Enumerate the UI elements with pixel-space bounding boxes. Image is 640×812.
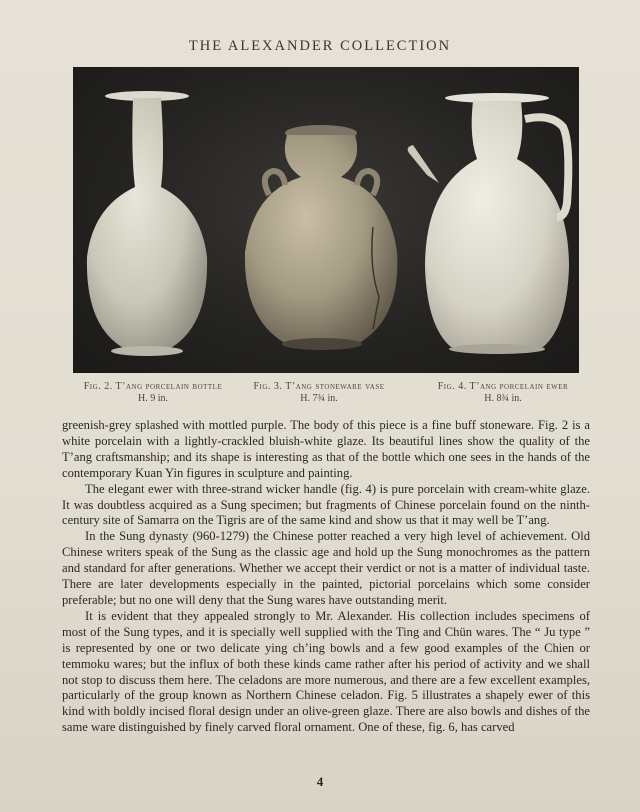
caption-title: Fig. 4. T’ang porcelain ewer — [437, 381, 569, 392]
caption-title: Fig. 3. T’ang stoneware vase — [253, 381, 385, 392]
caption-title: Fig. 2. T’ang porcelain bottle — [83, 381, 223, 392]
photo-plate — [73, 67, 579, 373]
vessels-photo — [73, 67, 579, 373]
paragraph: In the Sung dynasty (960-1279) the Chinese potter reached a very high level of achievement. Old Chinese writers speak of the Sung as the classic age and hold up the Sung monochromes as the pattern and standard for after generations. Whether we accept their verdict or not is a matter of individual taste. There are later developments especially in the painted, pictorial porcelains which some consider preferable; but no one will deny that the Sung wares have outstanding merit. — [62, 529, 590, 607]
vase-vessel — [245, 125, 397, 350]
paragraph: greenish-grey splashed with mottled purple. The body of this piece is a fine buff stoneware. Fig. 2 is a white porcelain with a lightly-crackled bluish-white glaze. Its beautiful lines show the quality of the T’ang craftsmanship; and its shape is interesting as that of the bottle which one sees in the hands of the contemporary Kuan Yin figures in sculpture and painting. — [62, 418, 590, 480]
caption-fig3 — [244, 381, 394, 405]
caption-height: H. 8¾ in. — [484, 393, 522, 404]
caption-height: H. 9 in. — [138, 393, 168, 404]
caption-height: H. 7¾ in. — [300, 393, 338, 404]
bottle-vessel — [87, 91, 207, 356]
ewer-vessel — [408, 93, 569, 354]
caption-fig4 — [428, 381, 578, 405]
body-text — [62, 418, 590, 736]
paragraph: It is evident that they appealed strongly to Mr. Alexander. His collection includes specimens of most of the Sung types, and it is specially well supplied with the Ting and Chün wares. The “ Ju type ” is represented by one or two delicate ying ch’ing bowls and a few good examples of the Chien or temmoku wares; but the influx of both these kinds came rather after his period of activity and we shall not stop to discuss them here. The celadons are more numerous, and there are a few excellent examples, particularly of the group known as Northern Chinese celadon. Fig. 5 illustrates a shapely ewer of this kind with boldly incised floral design under an olive-green glaze. There are also bowls and dishes of the same ware distinguished by finely carved floral ornament. One of these, fig. 6, has carved — [62, 608, 590, 735]
running-header: THE ALEXANDER COLLECTION — [188, 38, 452, 54]
paragraph: The elegant ewer with three-strand wicker handle (fig. 4) is pure porcelain with cream-white glaze. It was doubtless acquired as a Sung specimen; but fragments of Chinese porcelain found on the ninth-century site of Samarra on the Tigris are of the same kind and show us that it may well be T’ang. — [62, 481, 590, 528]
page-number: 4 — [316, 774, 324, 789]
caption-fig2 — [78, 381, 228, 405]
